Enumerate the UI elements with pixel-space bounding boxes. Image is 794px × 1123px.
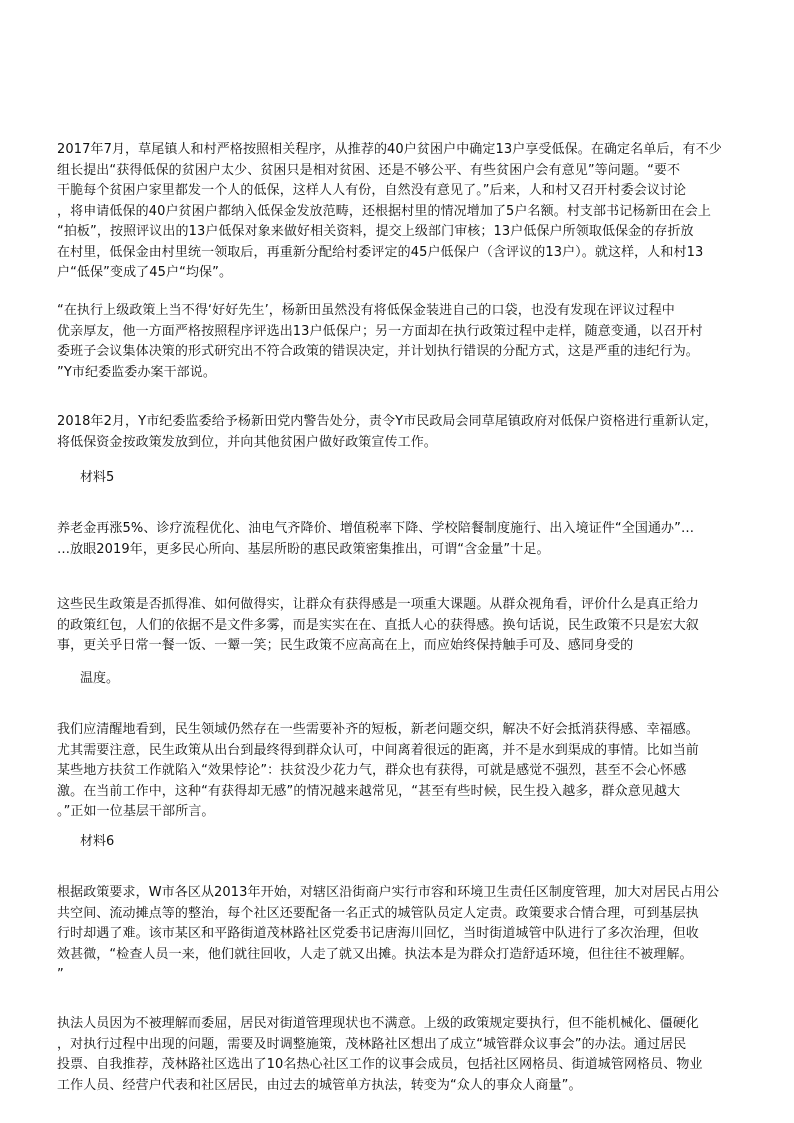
text-line: 事，更关乎日常一餐一饭、一颦一笑；民生政策不应高高在上，而应始终保持触手可及、感同身受的 <box>57 638 634 653</box>
text-line: 组长提出“获得低保的贫困户太少、贫困只是相对贫困、还是不够公平、有些贫困户会有意见”等问题。“要不 <box>57 162 681 178</box>
paragraph-discipline-officer-quote <box>57 301 739 383</box>
text-line: 养老金再涨5%、诊疗流程优化、油电气齐降价、增值税率下降、学校陪餐制度施行、出入境证件“全国通办”… <box>57 521 695 536</box>
text-line: 2018年2月，Y市纪委监委给予杨新田党内警告处分，责令Y市民政局会同草尾镇政府对低保户资格进行重新认定， <box>57 414 718 429</box>
text-line: ，将申请低保的40户贫困户都纳入低保金发放范畴，还根据村里的情况增加了5户名额。村支部书记杨新田在会上 <box>57 203 711 219</box>
text-line: 投票、自我推荐，茂林路社区选出了10名热心社区工作的议事会成员，包括社区网格员、街道城管网格员、物业 <box>57 1057 703 1072</box>
text-line: 根据政策要求，W市各区从2013年开始，对辖区沿街商户实行市容和环境卫生责任区制度管理，加大对居民占用公 <box>57 885 720 900</box>
text-line: 尤其需要注意，民生政策从出台到最终得到群众认可，中间离着很远的距离，并不是水到渠成的事情。比如当前 <box>57 742 699 758</box>
text-line: 2017年7月，草尾镇人和村严格按照相关程序，从推荐的40户贫困户中确定13户享受低保。在确定名单后，有不少 <box>57 142 722 157</box>
paragraph-livelihood-policies <box>57 519 739 560</box>
text-line: 将低保资金按政策发放到位，并向其他贫困户做好政策宣传工作。 <box>57 434 437 450</box>
text-line: 委班子会议集体决策的形式研究出不符合政策的错误决定，并计划执行错误的分配方式，这是严重的违纪行为。 <box>57 344 699 359</box>
temperature-continuation: 温度。 <box>80 671 120 686</box>
text-line: 的政策红包，人们的依据不是文件多雾，而是实实在在、直抵人心的获得感。换句话说，民生政策不只是宏大叙 <box>57 617 699 633</box>
text-line: ”Y市纪委监委办案干部说。 <box>57 364 216 380</box>
text-line: 某些地方扶贫工作就陷入“效果悖论”：扶贫没少花力气，群众也有获得，可就是感觉不强烈，甚至不会心怀感 <box>57 763 687 778</box>
text-line: 在村里，低保金由村里统一领取后，再重新分配给村委评定的45户低保户（含评议的13户）。就这样，人和村13 <box>57 244 704 260</box>
text-line: 户“低保”变成了45户“均保”。 <box>57 265 233 280</box>
paragraph-w-city-urban-management <box>57 883 739 986</box>
text-line: 执法人员因为不被理解而委屈，居民对街道管理现状也不满意。上级的政策规定要执行，但不能机械化、僵硬化 <box>57 1016 699 1031</box>
text-line: …放眼2019年，更多民心所向、基层所盼的惠民政策密集推出，可谓“含金量”十足。 <box>57 541 550 557</box>
paragraph-council-of-residents <box>57 1014 739 1096</box>
paragraph-disciplinary-result <box>57 412 739 453</box>
material-5-heading: 材料5 <box>80 470 115 485</box>
text-line: ，对执行过程中出现的问题，需要及时调整施策，茂林路社区想出了成立“城管群众议事会”的办法。通过居民 <box>57 1036 687 1052</box>
text-line: “在执行上级政策上当不得‘好好先生’，杨新田虽然没有将低保金装进自己的口袋，也没有发现在评议过程中 <box>57 303 675 318</box>
paragraph-sense-of-gain <box>57 595 739 657</box>
text-line: 共空间、流动摊点等的整治，每个社区还要配备一名正式的城管队员定人定责。政策要求合情合理，可到基层执 <box>57 905 699 921</box>
material-6-heading: 材料6 <box>80 834 115 849</box>
paragraph-shortcomings <box>57 720 739 823</box>
text-line: 激。在当前工作中，这种“有获得却无感”的情况越来越常见，“甚至有些时候，民生投入越多，群众意见越大 <box>57 783 681 799</box>
text-line: “拍板”，按照评议出的13户低保对象来做好相关资料，提交上级部门审核；13户低保户所领取低保金的存折放 <box>57 224 694 239</box>
text-line: 干脆每个贫困户家里都发一个人的低保，这样人人有份，自然没有意见了。”后来，人和村又召开村委会议讨论 <box>57 183 687 198</box>
text-line: ” <box>57 967 64 982</box>
text-line: 效甚微，“检查人员一来，他们就往回收，人走了就又出摊。执法本是为群众打造舒适环境，但往往不被理解。 <box>57 946 693 962</box>
text-line: 我们应清醒地看到，民生领域仍然存在一些需要补齐的短板，新老问题交织，解决不好会抵消获得感、幸福感。 <box>57 722 699 737</box>
text-line: 优亲厚友，他一方面严格按照程序评选出13户低保户；另一方面却在执行政策过程中走样，随意变通，以召开村 <box>57 323 703 339</box>
text-line: 工作人员、经营户代表和社区居民，由过去的城管单方执法，转变为“众人的事众人商量”。 <box>57 1077 582 1093</box>
text-line: 。”正如一位基层干部所言。 <box>57 804 215 819</box>
text-line: 行时却遇了难。该市某区和平路街道茂林路社区党委书记唐海川回忆，当时街道城管中队进行了多次治理，但收 <box>57 926 699 941</box>
paragraph-renhe-village-lowincome <box>57 140 739 284</box>
text-line: 这些民生政策是否抓得准、如何做得实，让群众有获得感是一项重大课题。从群众视角看，评价什么是真正给力 <box>57 597 699 612</box>
